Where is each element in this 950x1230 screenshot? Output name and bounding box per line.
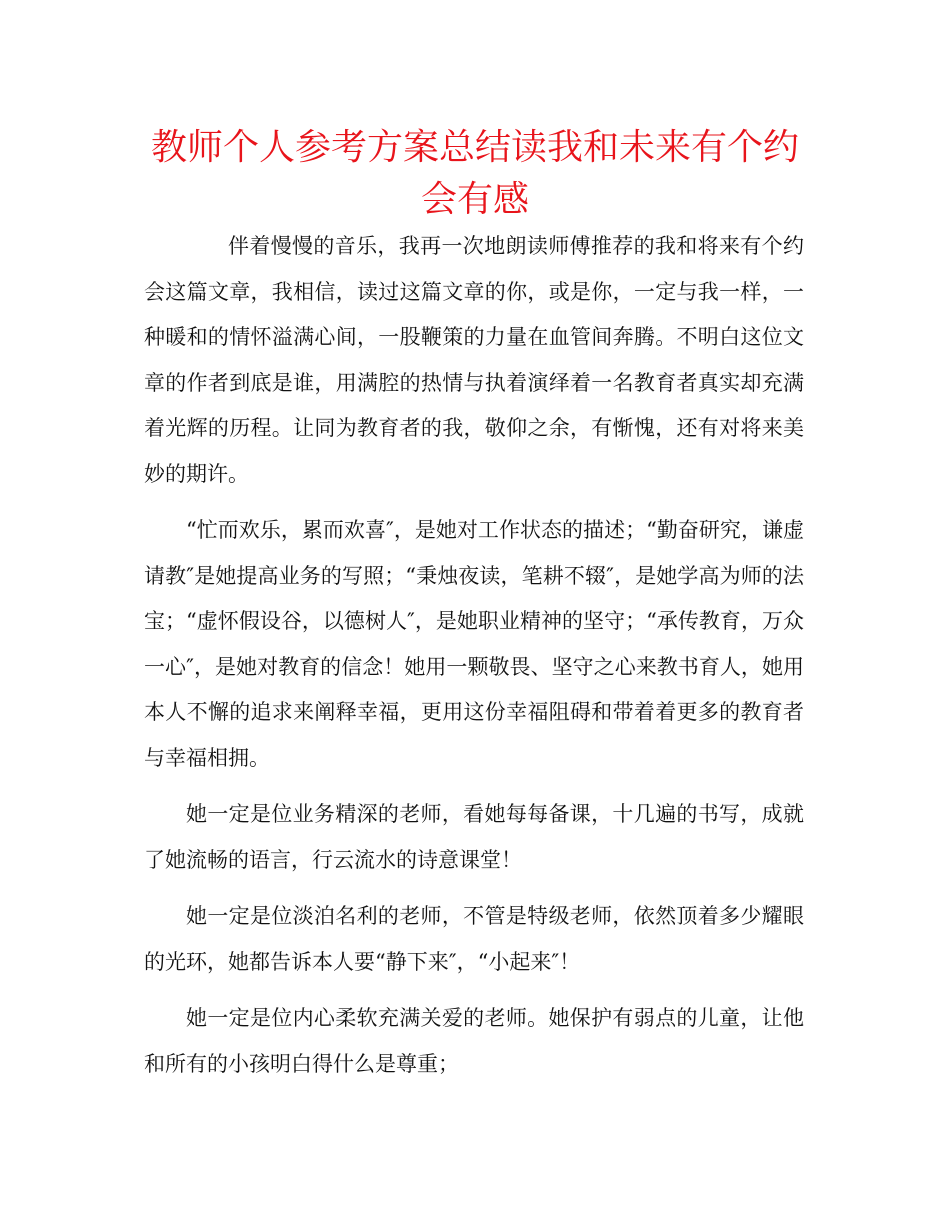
document-title: 教师个人参考方案总结读我和未来有个约会有感 [150,127,799,220]
paragraph-4: 她一定是位淡泊名利的老师，不管是特级老师，依然顶着多少耀眼的光环，她都告诉本人要“静下来″，“小起来″！ [144,904,804,974]
paragraph-1: 伴着慢慢的音乐，我再一次地朗读师傅推荐的我和将来有个约会这篇文章，我相信，读过这篇文章的你，或是你，一定与我一样，一种暖和的情怀溢满心间，一股鞭策的力量在血管间奔腾。不明白这位文章的作者到底是谁，用满腔的热情与执着演绎着一名教育者真实却充满着光辉的历程。让同为教育者的我，敬仰之余，有惭愧，还有对将来美妙的期许。 [144,234,804,486]
paragraph-5: 她一定是位内心柔软充满关爱的老师。她保护有弱点的儿童，让他和所有的小孩明白得什么是尊重； [144,1006,804,1076]
paragraph-3: 她一定是位业务精深的老师，看她每每备课，十几遍的书写，成就了她流畅的语言，行云流水的诗意课堂！ [144,802,804,872]
paragraph-2: “忙而欢乐，累而欢喜″，是她对工作状态的描述；“勤奋研究，谦虚请教″是她提高业务的写照；“秉烛夜读，笔耕不辍″，是她学高为师的法宝；“虚怀假设谷，以德树人″，是她职业精神的坚守；“承传教育，万众一心″，是她对教育的信念！她用一颗敬畏、坚守之心来教书育人，她用本人不懈的追求来阐释幸福，更用这份幸福阻碍和带着着更多的教育者与幸福相拥。 [144,518,804,770]
document-body [144,224,804,1098]
